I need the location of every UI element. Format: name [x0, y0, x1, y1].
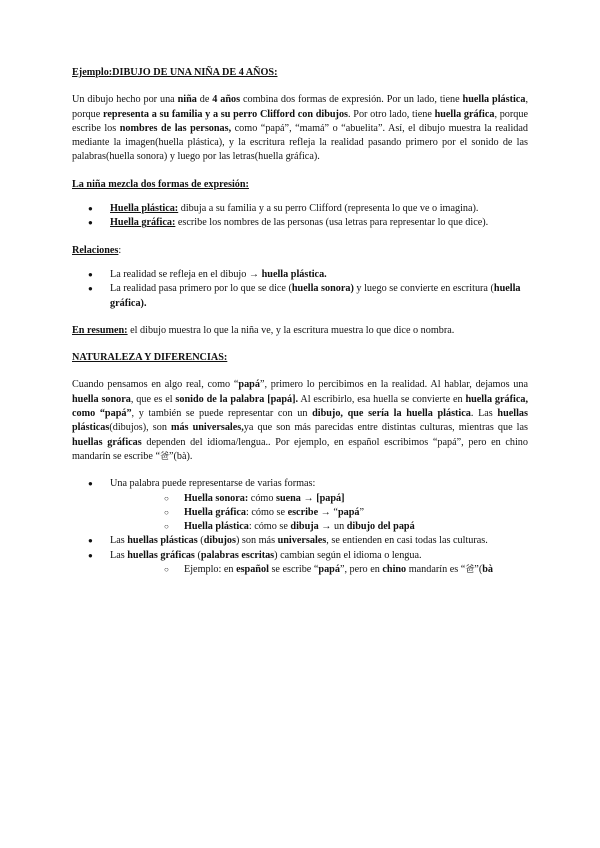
text-run: ) son más [235, 535, 278, 547]
list-item [72, 477, 528, 534]
text-run: papá [337, 506, 360, 518]
text-run: ( [197, 535, 204, 547]
section-heading-relaciones [72, 244, 528, 258]
text-run: dibujo, que sería la huella plástica [312, 408, 471, 420]
text-run: 4 años [212, 94, 241, 106]
text-run: como “papá”, “mamá” o “abuelita”. Así, el dibujo muestra la realidad mediante la imagen(huella plástica), y la escritura refleja la realidad pasando primero por el sonido de las palabras(huella sonora) y luego por las letras(huella gráfica). [72, 122, 529, 163]
sublist [110, 563, 528, 577]
relaciones-colon: : [118, 244, 122, 256]
resumen-paragraph [72, 324, 528, 338]
text-run: Cuando pensamos en algo real, como “ [72, 379, 239, 391]
sublist-item [110, 520, 528, 534]
text-run: Un dibujo hecho por una [72, 94, 178, 106]
text-run: En resumen: [72, 324, 128, 336]
text-run: huellas gráficas [127, 549, 195, 561]
section-heading-mezcla: La niña mezcla dos formas de expresión: [72, 178, 249, 190]
text-run: : cómo se [248, 521, 291, 533]
text-run: dibuja a su familia y a su perro Clifford (representa lo que ve o imagina). [178, 203, 479, 215]
naturaleza-list [72, 477, 528, 577]
text-run: (dibujos), son [109, 422, 171, 434]
text-run: sonido de la palabra [papá]. [175, 393, 299, 405]
text-run: bà [482, 564, 493, 576]
intro-paragraph [72, 93, 528, 164]
text-run: Las [110, 535, 128, 547]
text-run: : cómo se [245, 506, 288, 518]
text-run: ”, pero en [339, 564, 383, 576]
list-item [72, 534, 528, 548]
text-run: y luego se convierte en escritura ( [353, 283, 494, 295]
document-page [72, 66, 528, 577]
list-item-text [110, 550, 422, 561]
relaciones-label: Relaciones [72, 244, 119, 256]
text-run: papá [238, 379, 260, 391]
text-run: . Las [470, 408, 498, 420]
text-run: ya que son más parecidas entre distintas culturas, mientras que las [243, 422, 528, 434]
text-run: huellas plásticas [72, 408, 528, 434]
text-run: ) cambian según el idioma o lengua. [274, 549, 422, 561]
text-run: chino [382, 564, 407, 576]
text-run: Huella plástica: [110, 203, 179, 215]
text-run: más universales, [170, 422, 244, 434]
list-item [72, 268, 528, 282]
text-run: Ejemplo: en [184, 564, 237, 576]
list-item [72, 549, 528, 578]
text-run: → “ [318, 506, 338, 518]
sublist-item [110, 492, 528, 506]
sublist-item [110, 506, 528, 520]
text-run: Huella sonora: [184, 492, 249, 504]
list-item [72, 202, 528, 216]
text-run: mandarín es “ [406, 564, 466, 576]
relaciones-list [72, 268, 528, 311]
chinese-character: 爸 [159, 451, 169, 462]
section-heading-naturaleza: NATURALEZA Y DIFERENCIAS: [72, 352, 228, 364]
text-run: La realidad pasa primero por lo que se dice ( [110, 283, 292, 295]
text-run: el dibujo muestra lo que la niña ve, y la escritura muestra lo que dice o nombra. [127, 324, 455, 336]
text-run: ”(bà). [168, 450, 193, 462]
text-run: dibujo del papá [346, 521, 415, 533]
text-run: , y también se puede representar con un [131, 408, 313, 420]
text-run: dependen del idioma/lengua.. Por ejemplo, en español escribimos “papá”, pero en chino mandarín se escribe “ [72, 436, 528, 462]
text-run: dibujos [203, 535, 236, 547]
text-run: ”( [474, 564, 483, 576]
text-run: ”, primero lo percibimos en la realidad. Al hablar, dejamos una [259, 379, 528, 391]
text-run: niña [177, 94, 197, 106]
text-run: , se entienden en casi todas las culturas. [326, 535, 488, 547]
text-run: → un [318, 521, 347, 533]
text-run: La realidad se refleja en el dibujo → [110, 268, 262, 280]
text-run: Al escribirlo, esa huella se convierte en [298, 393, 466, 405]
text-run: dibuja [290, 521, 319, 533]
text-run: escribe los nombres de las personas (usa letras para representar lo que dice). [175, 217, 489, 229]
text-run: Huella gráfica [184, 506, 246, 518]
text-run: [papá] [316, 492, 345, 504]
text-run: de [196, 94, 213, 106]
list-item [72, 282, 528, 311]
text-run: Las [110, 549, 128, 561]
text-run: , porque [72, 94, 528, 120]
text-run: Huella plástica [184, 521, 249, 533]
sublist [110, 492, 528, 535]
text-run: Una palabra puede representarse de varias formas: [110, 478, 316, 490]
text-run: se escribe “ [268, 564, 319, 576]
list-item-text [110, 535, 488, 546]
sublist-item [110, 563, 528, 577]
text-run: huella plástica [462, 94, 526, 106]
text-run: huella gráfica, como “papá” [72, 393, 529, 420]
list-item-text [110, 478, 315, 489]
text-run: huella gráfica [434, 108, 495, 120]
text-run: huellas plásticas [127, 535, 198, 547]
text-run: huella sonora [72, 393, 131, 405]
text-run: papá [318, 564, 340, 576]
page-title: Ejemplo:DIBUJO DE UNA NIÑA DE 4 AÑOS: [72, 67, 278, 78]
naturaleza-paragraph [72, 378, 528, 464]
text-run: cómo [248, 492, 276, 504]
text-run: huella plástica. [261, 268, 327, 280]
text-run: . Por otro lado, tiene [348, 108, 435, 120]
text-run: español [236, 564, 269, 576]
text-run: huella gráfica). [110, 283, 521, 309]
text-run: huella sonora) [291, 283, 354, 295]
text-run: escribe [287, 506, 319, 518]
text-run: nombres de las personas, [119, 122, 232, 134]
text-run: universales [277, 535, 327, 547]
text-run: suena [275, 492, 301, 504]
text-run: , que es el [130, 393, 176, 405]
text-run: combina dos formas de expresión. Por un lado, tiene [240, 94, 463, 106]
chinese-character: 爸 [465, 565, 475, 576]
text-run: Huella gráfica: [110, 217, 176, 229]
text-run: representa a su familia y a su perro Clifford con dibujos [103, 108, 349, 120]
text-run: ” [359, 506, 364, 518]
text-run: → [300, 492, 317, 504]
mezcla-list [72, 202, 528, 231]
text-run: ( [194, 549, 201, 561]
list-item [72, 216, 528, 230]
text-run: huellas gráficas [72, 436, 142, 448]
text-run: , porque escribe los [72, 108, 528, 134]
text-run: palabras escritas [200, 549, 275, 561]
